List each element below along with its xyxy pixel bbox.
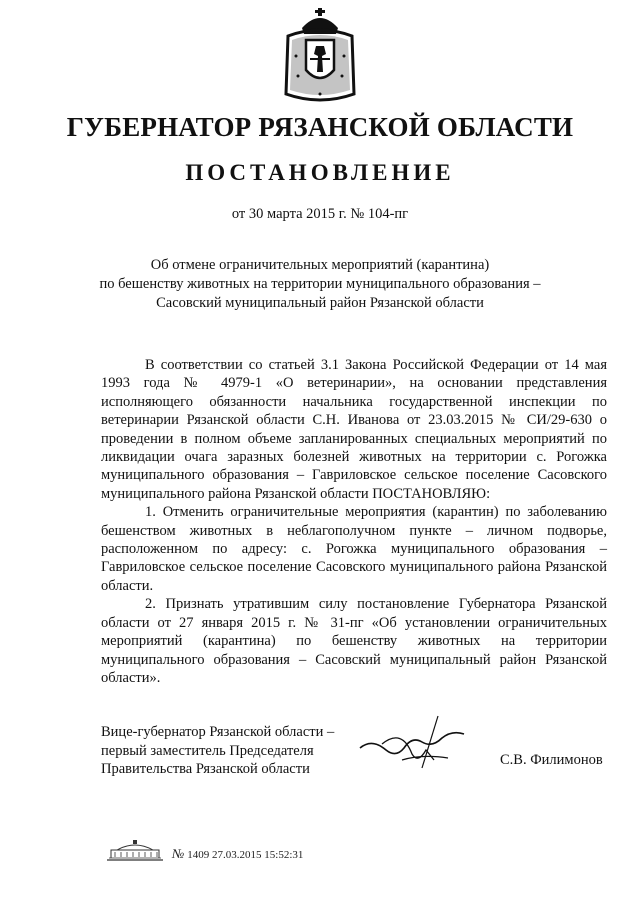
signer-name: С.В. Филимонов	[500, 752, 603, 768]
document-type: ПОСТАНОВЛЕНИЕ	[185, 160, 455, 185]
body-paragraph: 1. Отменить ограничительные мероприятия (карантин) по заболеванию бешенством животных в неблагополучном пункте – личном подворье, расположенном по адресу: с. Рогожка муниципального образования – Гавриловское сельское поселение Сасовского муниципального района Рязанской области.	[101, 504, 607, 594]
subject-line: Сасовский муниципальный район Рязанской области	[156, 295, 484, 311]
position-line: Вице-губернатор Рязанской области –	[101, 724, 335, 740]
document-date-number: от 30 марта 2015 г. № 104-пг	[231, 206, 409, 222]
document-body	[101, 356, 607, 687]
body-paragraph: В соответствии со статьей 3.1 Закона Российской Федерации от 14 мая 1993 года № 4979-1 «О ветеринарии», на основании представления исполняющего обязанности начальника государственной инспекции по ветеринарии Рязанской области С.Н. Иванова от 23.03.2015 № СИ/29-630 о проведении в полном объеме запланированных специальных мероприятий по ликвидации очага заразных болезней животных на территории с. Рогожка муниципального образования – Гавриловское сельское поселение Сасовского муниципального района Рязанской области ПОСТАНОВЛЯЮ:	[101, 357, 607, 502]
subject-line: по бешенству животных на территории муниципального образования –	[99, 276, 541, 292]
registration-text: 1409 27.03.2015 15:52:31	[187, 849, 304, 861]
registration-stamp	[172, 846, 303, 862]
coat-of-arms-icon	[282, 6, 358, 106]
handwritten-signature	[352, 708, 472, 778]
document-subject	[60, 256, 580, 313]
position-line: первый заместитель Председателя	[101, 742, 314, 759]
authority-title: ГУБЕРНАТОР РЯЗАНСКОЙ ОБЛАСТИ	[66, 112, 574, 142]
registration-stamp-icon	[103, 838, 167, 864]
number-sign: №	[172, 846, 185, 861]
subject-line: Об отмене ограничительных мероприятий (карантина)	[150, 257, 490, 273]
body-paragraph: 2. Признать утратившим силу постановление Губернатора Рязанской области от 27 января 2015 г. № 31-пг «Об установлении ограничительных мероприятий (карантина) по бешенству животных на территории муниципального образования – Сасовский муниципальный район Рязанской области».	[101, 596, 607, 686]
position-line: Правительства Рязанской области	[101, 761, 310, 778]
